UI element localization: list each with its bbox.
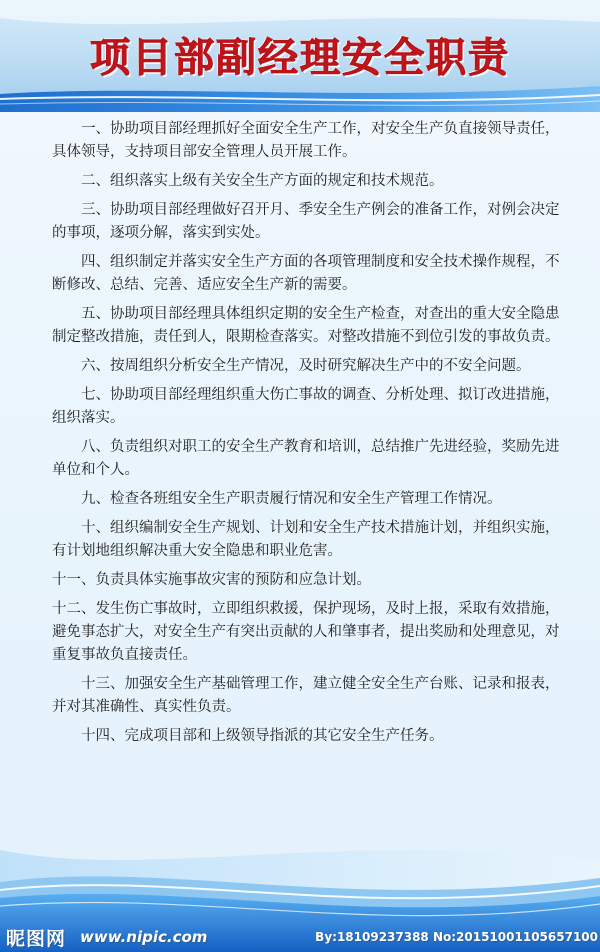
duty-item-3: 三、协助项目部经理做好召开月、季安全生产例会的准备工作，对例会决定的事项，逐项分解，落实到实处。	[52, 202, 560, 241]
duty-item-5: 五、协助项目部经理具体组织定期的安全生产检查，对查出的重大安全隐患制定整改措施，责任到人，限期检查落实。对整改措施不到位引发的事故负责。	[52, 306, 560, 345]
duty-item-12: 十二、发生伤亡事故时，立即组织救援，保护现场，及时上报，采取有效措施，避免事态扩大，对安全生产有突出贡献的人和肇事者，提出奖励和处理意见，对重复事故负直接责任。	[52, 601, 560, 663]
duty-item-1: 一、协助项目部经理抓好全面安全生产工作，对安全生产负直接领导责任，具体领导，支持项目部安全管理人员开展工作。	[52, 121, 560, 160]
nipic-logo: 昵图网	[6, 928, 67, 950]
header-band	[0, 0, 600, 112]
duty-list	[52, 118, 572, 754]
watermark-footer	[0, 922, 600, 952]
duty-item-6: 六、按周组织分析安全生产情况，及时研究解决生产中的不安全问题。	[81, 358, 531, 374]
duty-item-9: 九、检查各班组安全生产职责履行情况和安全生产管理工作情况。	[81, 491, 502, 507]
page-title: 项目部副经理安全职责	[90, 35, 510, 81]
duty-item-13: 十三、加强安全生产基础管理工作，建立健全安全生产台账、记录和报表，并对其准确性、真实性负责。	[52, 676, 560, 715]
duty-item-7: 七、协助项目部经理组织重大伤亡事故的调查、分析处理、拟订改进措施，组织落实。	[52, 387, 560, 426]
duty-item-10: 十、组织编制安全生产规划、计划和安全生产技术措施计划，并组织实施，有计划地组织解决重大安全隐患和职业危害。	[52, 520, 560, 559]
duty-item-14: 十四、完成项目部和上级领导指派的其它安全生产任务。	[81, 728, 444, 744]
watermark-id: By:18109237388 No:20151001105657100	[315, 930, 598, 944]
duty-item-8: 八、负责组织对职工的安全生产教育和培训，总结推广先进经验，奖励先进单位和个人。	[52, 439, 560, 478]
nipic-url: www.nipic.com	[80, 928, 208, 946]
duty-item-4: 四、组织制定并落实安全生产方面的各项管理制度和安全技术操作规程，不断修改、总结、完善、适应安全生产新的需要。	[52, 254, 560, 293]
duty-item-2: 二、组织落实上级有关安全生产方面的规定和技术规范。	[81, 173, 444, 189]
duty-item-11: 十一、负责具体实施事故灾害的预防和应急计划。	[52, 572, 371, 588]
